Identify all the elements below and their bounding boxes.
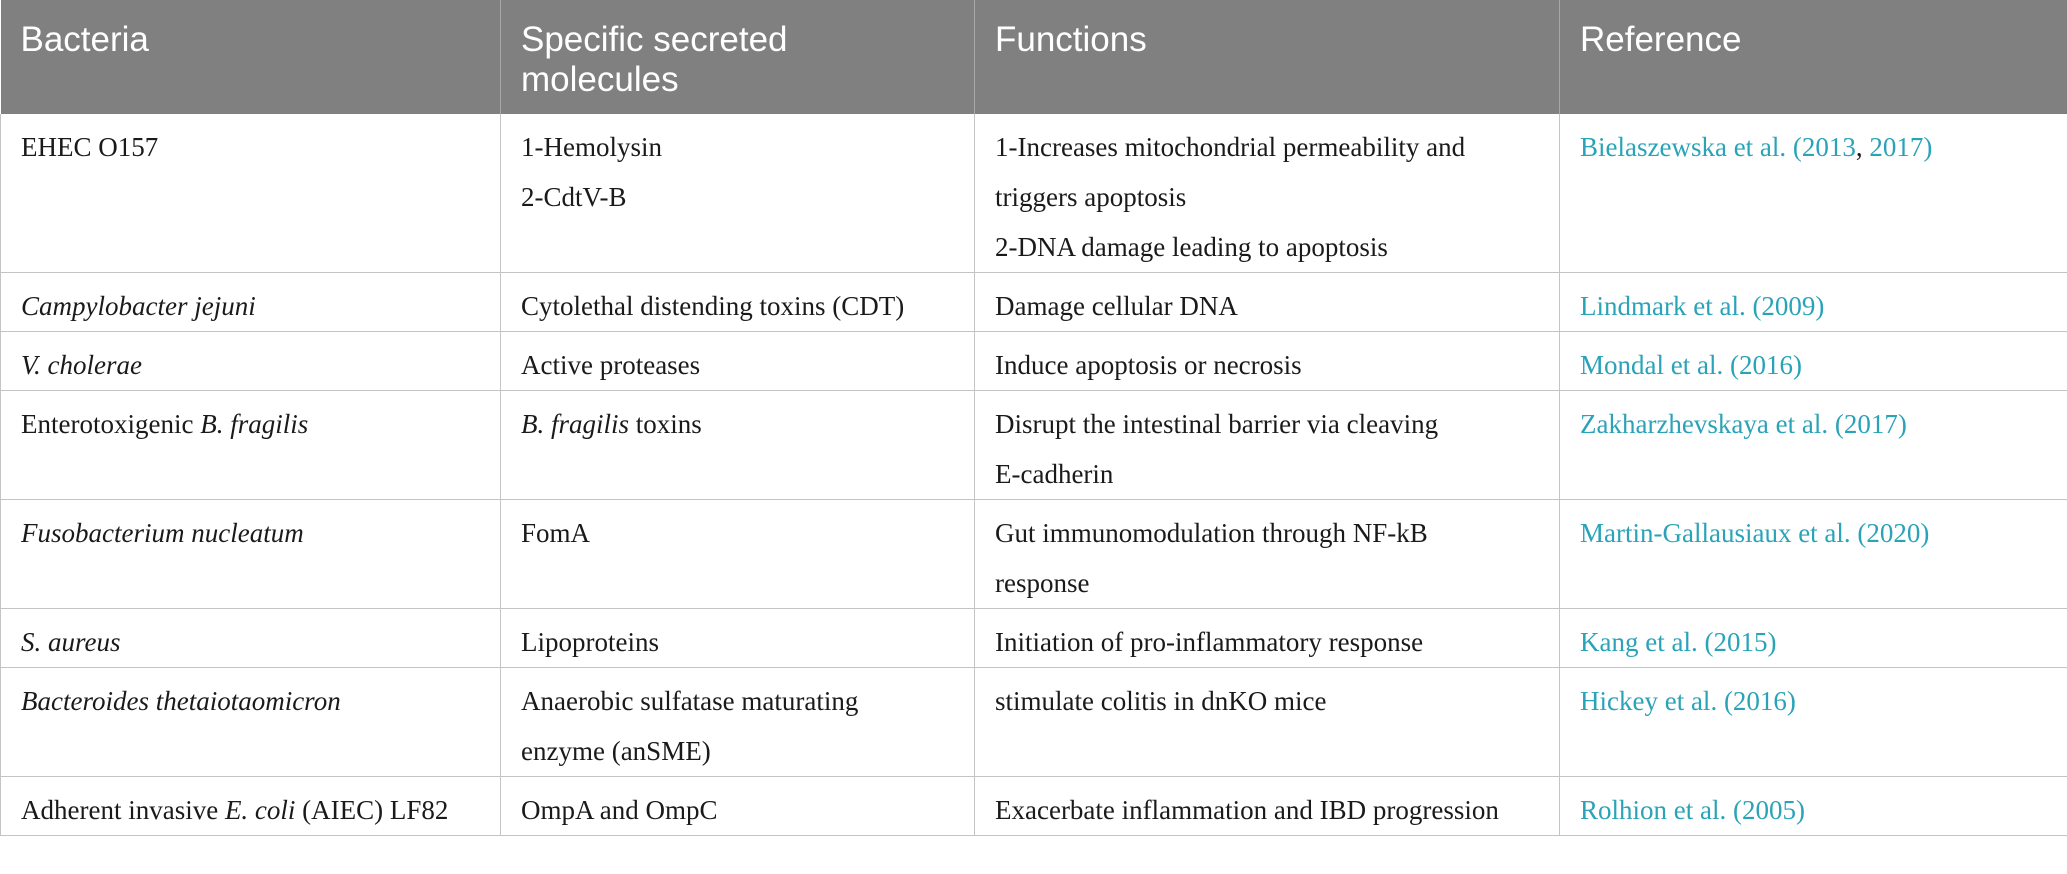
- cell-functions: [975, 273, 1560, 332]
- cell-reference: [1560, 391, 2067, 500]
- molecule-text: enzyme (anSME): [521, 736, 711, 766]
- cell-reference: [1560, 114, 2067, 273]
- table-body: [1, 114, 2067, 836]
- bacteria-text: Campylobacter jejuni: [21, 291, 256, 321]
- molecule-text: Active proteases: [521, 350, 701, 380]
- molecule-line: [521, 172, 954, 222]
- molecule-line: [521, 726, 954, 776]
- table-row: [1, 273, 2067, 332]
- cell-molecules: [501, 391, 975, 500]
- cell-molecules: [501, 500, 975, 609]
- molecule-text: Lipoproteins: [521, 627, 659, 657]
- molecule-line: [521, 340, 954, 390]
- cell-functions: [975, 500, 1560, 609]
- header-molecules-line1: Specific secreted: [521, 20, 788, 59]
- cell-molecules: [501, 273, 975, 332]
- bacteria-text: Fusobacterium nucleatum: [21, 518, 304, 548]
- cell-functions: [975, 668, 1560, 777]
- table-row: [1, 114, 2067, 273]
- function-line: 2-DNA damage leading to apoptosis: [995, 232, 1388, 262]
- reference-link[interactable]: Mondal et al. (2016): [1580, 350, 1802, 380]
- bacteria-text: Adherent invasive: [21, 795, 225, 825]
- molecule-text: 1-Hemolysin: [521, 132, 662, 162]
- bacteria-text: (AIEC) LF82: [295, 795, 449, 825]
- cell-molecules: [501, 668, 975, 777]
- reference-link[interactable]: Rolhion et al. (2005): [1580, 795, 1805, 825]
- header-molecules-line2: molecules: [521, 60, 679, 99]
- cell-functions: [975, 391, 1560, 500]
- molecule-line: [521, 508, 954, 558]
- cell-molecules: [501, 777, 975, 836]
- cell-bacteria: [1, 114, 501, 273]
- molecule-line: [521, 399, 954, 449]
- molecule-text: B. fragilis: [521, 409, 630, 439]
- molecule-text: FomA: [521, 518, 591, 548]
- header-row: [1, 0, 2067, 114]
- cell-reference: [1560, 273, 2067, 332]
- bacteria-text: S. aureus: [21, 627, 121, 657]
- molecule-line: [521, 122, 954, 172]
- bacteria-text: E. coli: [224, 795, 296, 825]
- reference-link[interactable]: ): [1923, 132, 1933, 162]
- molecule-text: toxins: [629, 409, 702, 439]
- reference-link[interactable]: Kang et al. (2015): [1580, 627, 1777, 657]
- table-row: [1, 609, 2067, 668]
- function-line: E-cadherin: [995, 459, 1114, 489]
- reference-link[interactable]: Hickey et al. (2016): [1580, 686, 1796, 716]
- function-line: Gut immunomodulation through NF-kB: [995, 518, 1428, 548]
- cell-molecules: [501, 114, 975, 273]
- table-row: [1, 391, 2067, 500]
- bacteria-text: V. cholerae: [21, 350, 142, 380]
- cell-bacteria: [1, 777, 501, 836]
- reference-link[interactable]: Lindmark et al. (2009): [1580, 291, 1825, 321]
- header-molecules: [501, 0, 975, 114]
- cell-molecules: [501, 332, 975, 391]
- table-row: [1, 777, 2067, 836]
- function-line: triggers apoptosis: [995, 182, 1187, 212]
- reference-link[interactable]: 2013: [1801, 132, 1856, 162]
- cell-reference: [1560, 668, 2067, 777]
- cell-bacteria: [1, 609, 501, 668]
- molecule-text: Anaerobic sulfatase maturating: [521, 686, 859, 716]
- function-line: stimulate colitis in dnKO mice: [995, 686, 1327, 716]
- bacteria-text: B. fragilis: [200, 409, 309, 439]
- table-row: [1, 332, 2067, 391]
- reference-link[interactable]: Zakharzhevskaya et al. (2017): [1580, 409, 1907, 439]
- cell-bacteria: [1, 668, 501, 777]
- molecule-line: [521, 676, 954, 726]
- molecule-text: Cytolethal distending toxins (CDT): [521, 291, 905, 321]
- molecule-line: [521, 281, 954, 331]
- molecule-line: [521, 785, 954, 835]
- cell-bacteria: [1, 391, 501, 500]
- function-line: Exacerbate inflammation and IBD progression: [995, 795, 1499, 825]
- reference-link[interactable]: Martin-Gallausiaux et al. (2020): [1580, 518, 1930, 548]
- cell-reference: [1560, 332, 2067, 391]
- molecule-text: 2-CdtV-B: [521, 182, 627, 212]
- molecule-line: [521, 617, 954, 667]
- header-functions: Functions: [975, 0, 1560, 114]
- cell-functions: [975, 114, 1560, 273]
- table-header: [1, 0, 2067, 114]
- cell-reference: [1560, 777, 2067, 836]
- cell-reference: [1560, 609, 2067, 668]
- function-line: Damage cellular DNA: [995, 291, 1238, 321]
- function-line: Induce apoptosis or necrosis: [995, 350, 1302, 380]
- table-row: [1, 500, 2067, 609]
- cell-functions: [975, 777, 1560, 836]
- cell-bacteria: [1, 500, 501, 609]
- header-bacteria: Bacteria: [1, 0, 501, 114]
- bacteria-text: EHEC O157: [21, 132, 159, 162]
- function-line: Initiation of pro-inflammatory response: [995, 627, 1424, 657]
- header-reference: Reference: [1560, 0, 2067, 114]
- cell-functions: [975, 609, 1560, 668]
- table-row: [1, 668, 2067, 777]
- cell-bacteria: [1, 332, 501, 391]
- reference-link[interactable]: 2017: [1869, 132, 1924, 162]
- cell-reference: [1560, 500, 2067, 609]
- reference-link[interactable]: Bielaszewska et al. (: [1580, 132, 1802, 162]
- bacteria-text: Bacteroides thetaiotaomicron: [21, 686, 341, 716]
- cell-bacteria: [1, 273, 501, 332]
- molecule-text: OmpA and OmpC: [521, 795, 718, 825]
- function-line: Disrupt the intestinal barrier via cleaving: [995, 409, 1439, 439]
- reference-separator: ,: [1855, 132, 1870, 162]
- cell-functions: [975, 332, 1560, 391]
- function-line: response: [995, 568, 1090, 598]
- function-line: 1-Increases mitochondrial permeability and: [995, 132, 1466, 162]
- bacteria-text: Enterotoxigenic: [21, 409, 201, 439]
- cell-molecules: [501, 609, 975, 668]
